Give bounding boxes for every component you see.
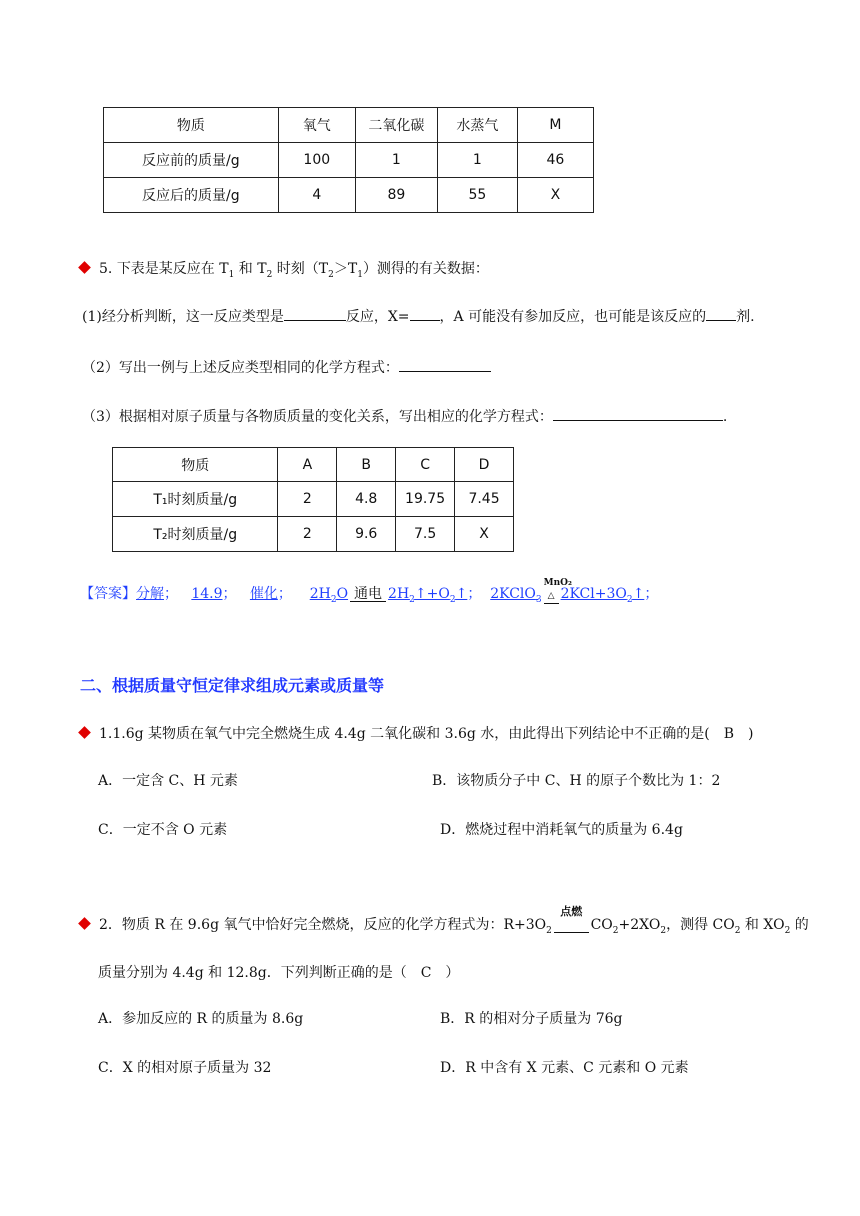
question-1-stem: 1.1.6g 某物质在氧气中完全燃烧生成 4.4g 二氧化碳和 3.6g 水，由此得出下列结论中不正确的是( B ) <box>80 723 754 743</box>
table-header-cell: C <box>396 448 455 482</box>
table-header-cell: B <box>337 448 396 482</box>
answer-line: 【答案】分解； 14.9； 催化； $2H_2O$ 通电 $2H_2↑+O_2↑$； 2KClO$_3$ MnO₂ △ $2KCl+3O_2↑$； <box>80 578 659 605</box>
table-row <box>104 178 594 213</box>
table-header-cell: D <box>455 448 514 482</box>
option-c[interactable]: C．X 的相对原子质量为 32 <box>98 1060 272 1076</box>
table-mass-change-2 <box>112 447 514 552</box>
table-cell: 4.8 <box>337 482 396 517</box>
table-cell: T₁时刻质量/g <box>113 482 278 517</box>
table-cell: X <box>455 517 514 552</box>
table-cell: 19.75 <box>396 482 455 517</box>
question-2-stem: 2．物质 R 在 9.6g 氧气中恰好完全燃烧，反应的化学方程式为：$R+3O_2$ 点燃 $CO_2+2XO_2$，测得 $CO_2$ 和 $XO_2$ 的 <box>80 914 809 936</box>
table-cell: X <box>517 178 593 213</box>
table-header-cell: 物质 <box>113 448 278 482</box>
option-c[interactable]: C．一定不含 O 元素 <box>98 822 228 838</box>
condition-catalyst: MnO₂ △ <box>544 587 559 604</box>
option-a[interactable]: A．一定含 C、H 元素 <box>98 773 238 789</box>
table-cell: 89 <box>355 178 437 213</box>
table-row <box>113 517 514 552</box>
table-cell: 55 <box>437 178 517 213</box>
table-cell: 反应后的质量/g <box>104 178 279 213</box>
answer-blank[interactable] <box>399 358 491 372</box>
answer-blank[interactable] <box>553 407 723 421</box>
question-5-part-2: （2）写出一例与上述反应类型相同的化学方程式： <box>82 357 491 377</box>
question-5-part-1: (1)经分析判断，这一反应类型是 反应，X= ，A 可能没有参加反应，也可能是该反应的 剂. <box>82 309 755 325</box>
question-5-part-3: （3）根据相对原子质量与各物质质量的变化关系，写出相应的化学方程式： . <box>82 409 728 425</box>
table-cell: 1 <box>437 143 517 178</box>
table-cell: 9.6 <box>337 517 396 552</box>
answer-blank[interactable] <box>284 307 346 321</box>
table-header-cell: A <box>278 448 337 482</box>
question-5-stem: 5. 下表是某反应在 $T_1$ 和 $T_2$ 时刻$(T_2>T_1)$测得的有关数据： <box>80 258 489 280</box>
table-row <box>104 108 594 143</box>
option-b[interactable]: B．该物质分子中 C、H 的原子个数比为 1：2 <box>432 773 721 789</box>
bullet-diamond-icon <box>78 726 91 739</box>
table-header-cell: 物质 <box>104 108 279 143</box>
option-a[interactable]: A．参加反应的 R 的质量为 8.6g <box>98 1011 304 1027</box>
question-2-line-2: 质量分别为 4.4g 和 12.8g．下列判断正确的是（ C ） <box>98 965 460 981</box>
answer-equation-2: 2KClO$_3$ <box>490 586 542 605</box>
table-cell: 7.45 <box>455 482 514 517</box>
table-header-cell: 二氧化碳 <box>355 108 437 143</box>
table-cell: 1 <box>355 143 437 178</box>
table-cell: T₂时刻质量/g <box>113 517 278 552</box>
option-d[interactable]: D．燃烧过程中消耗氧气的质量为 6.4g <box>440 822 683 838</box>
table-row <box>104 143 594 178</box>
table-cell: 7.5 <box>396 517 455 552</box>
bullet-diamond-icon <box>78 917 91 930</box>
table-cell: 2 <box>278 517 337 552</box>
table-row <box>113 448 514 482</box>
answer-blank[interactable] <box>706 307 736 321</box>
table-row <box>113 482 514 517</box>
table-cell: 46 <box>517 143 593 178</box>
table-header-cell: 氧气 <box>278 108 355 143</box>
table-header-cell: 水蒸气 <box>437 108 517 143</box>
table-cell: 反应前的质量/g <box>104 143 279 178</box>
answer-blank[interactable] <box>410 307 440 321</box>
section-heading: 二、根据质量守恒定律求组成元素或质量等 <box>80 676 385 695</box>
condition-ignition: 点燃 <box>554 918 589 933</box>
option-d[interactable]: D．R 中含有 X 元素、C 元素和 O 元素 <box>440 1060 689 1076</box>
table-cell: 4 <box>278 178 355 213</box>
answer-equation-1: $2H_2O$ <box>309 586 349 605</box>
option-b[interactable]: B．R 的相对分子质量为 76g <box>440 1011 623 1027</box>
bullet-diamond-icon <box>78 261 91 274</box>
condition-electrolysis: 通电 <box>350 587 386 602</box>
table-mass-change-1 <box>103 107 594 213</box>
table-cell: 100 <box>278 143 355 178</box>
table-header-cell: M <box>517 108 593 143</box>
table-cell: 2 <box>278 482 337 517</box>
